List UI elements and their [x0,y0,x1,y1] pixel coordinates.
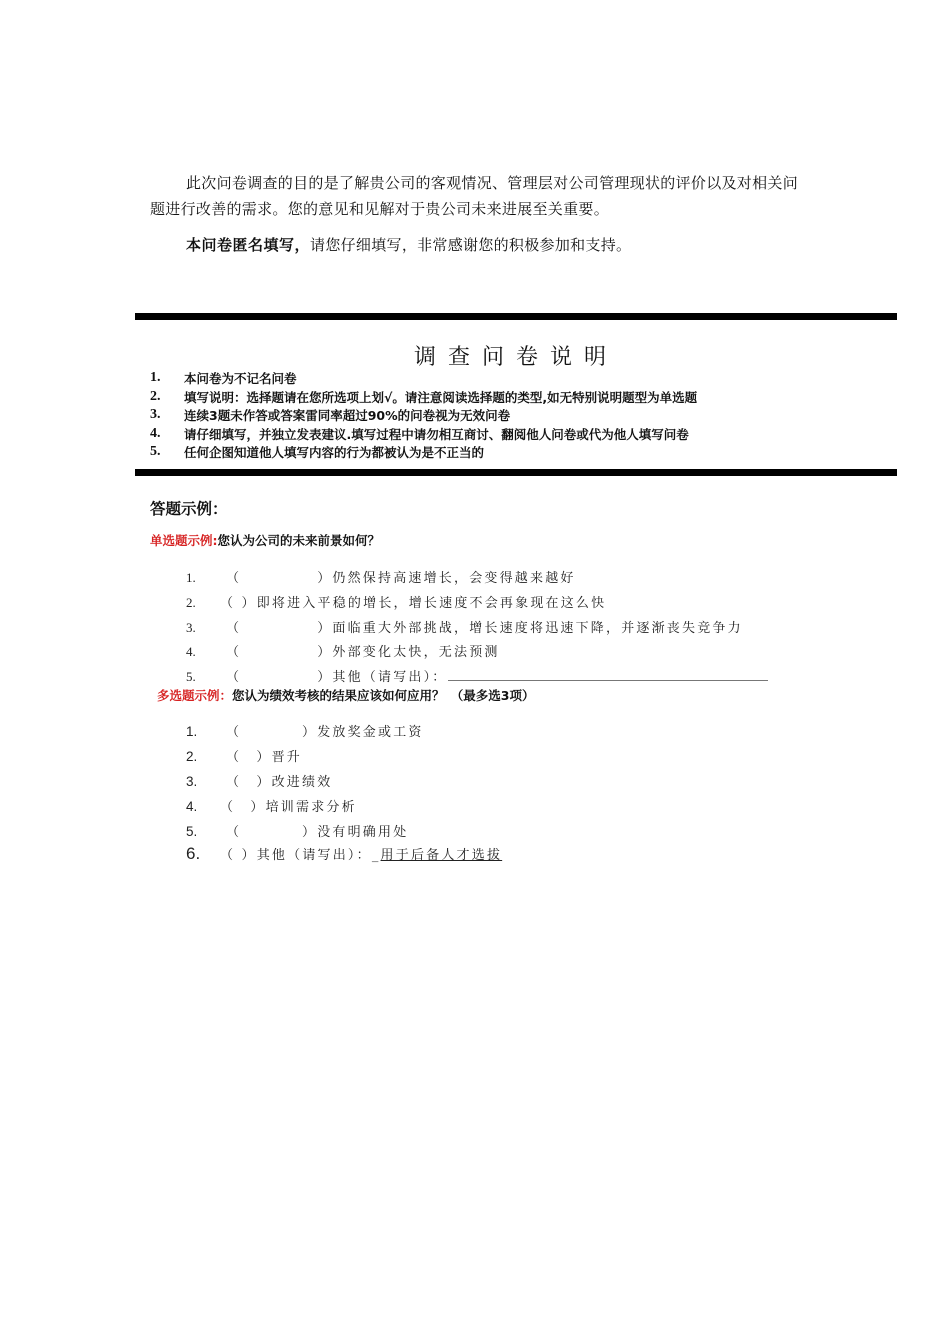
note-rest: 请您仔细填写，非常感谢您的积极参加和支持。 [310,236,632,254]
multi-option-5[interactable]: 5. （ ）没有明确用处 [186,824,409,840]
note-bold: 本问卷匿名填写， [186,236,311,254]
single-question [150,531,380,549]
multi-option-3[interactable]: 3. （ ）改进绩效 [186,774,333,790]
multi-option-2[interactable]: 2. （ ）晋升 [186,749,303,765]
intro-text: 此次问卷调查的目的是了解贵公司的客观情况、管理层对公司管理现状的评价以及对相关问题进行改善的需求。您的意见和见解对于贵公司未来进展至关重要。 [150,174,799,218]
instruction-item: 2. 填写说明：选择题请在您所选项上划√。请注意阅读选择题的类型,如无特别说明题型为单选题 [150,388,698,405]
top-rule [135,313,897,320]
single-option-5[interactable]: 5. （ ）其他（请写出）： [186,666,768,685]
multi-question [157,686,534,704]
multi-question-text: 您认为绩效考核的结果应该如何应用？ （最多选3项） [232,688,535,703]
intro-paragraph [150,170,810,222]
write-in-answer[interactable]: 用于后备人才选拔 [380,848,503,863]
multi-option-1[interactable]: 1. （ ）发放奖金或工资 [186,724,424,740]
anonymous-note [186,234,631,255]
examples-heading: 答题示例： [150,500,228,518]
single-label: 单选题示例: [150,533,218,548]
single-option-2[interactable]: 2. （ ）即将进入平稳的增长，增长速度不会再象现在这么快 [186,595,607,611]
multi-option-6[interactable]: 6. （ ）其他（请写出）：_用于后备人才选拔 [186,844,503,863]
write-in-blank[interactable] [448,670,768,681]
single-question-text: 您认为公司的未来前景如何？ [217,533,381,548]
multi-label: 多选题示例： [157,688,233,703]
single-option-3[interactable]: 3. （ ）面临重大外部挑战，增长速度将迅速下降，并逐渐丧失竞争力 [186,620,743,636]
multi-option-4[interactable]: 4. （ ）培训需求分析 [186,799,357,815]
instruction-item: 5. 任何企图知道他人填写内容的行为都被认为是不正当的 [150,444,485,461]
single-option-1[interactable]: 1. （ ）仍然保持高速增长，会变得越来越好 [186,570,576,586]
instruction-item: 1. 本问卷为不记名问卷 [150,370,297,387]
instructions-title: 调查问卷说明 [413,345,618,370]
instructions-list [150,369,890,462]
instruction-item: 3. 连续3题未作答或答案雷同率超过90%的问卷视为无效问卷 [150,407,511,424]
bottom-rule [135,469,897,476]
instruction-item: 4. 请仔细填写，并独立发表建议.填写过程中请勿相互商讨、翻阅他人问卷或代为他人填写问卷 [150,425,689,442]
single-option-4[interactable]: 4. （ ）外部变化太快，无法预测 [186,644,500,660]
